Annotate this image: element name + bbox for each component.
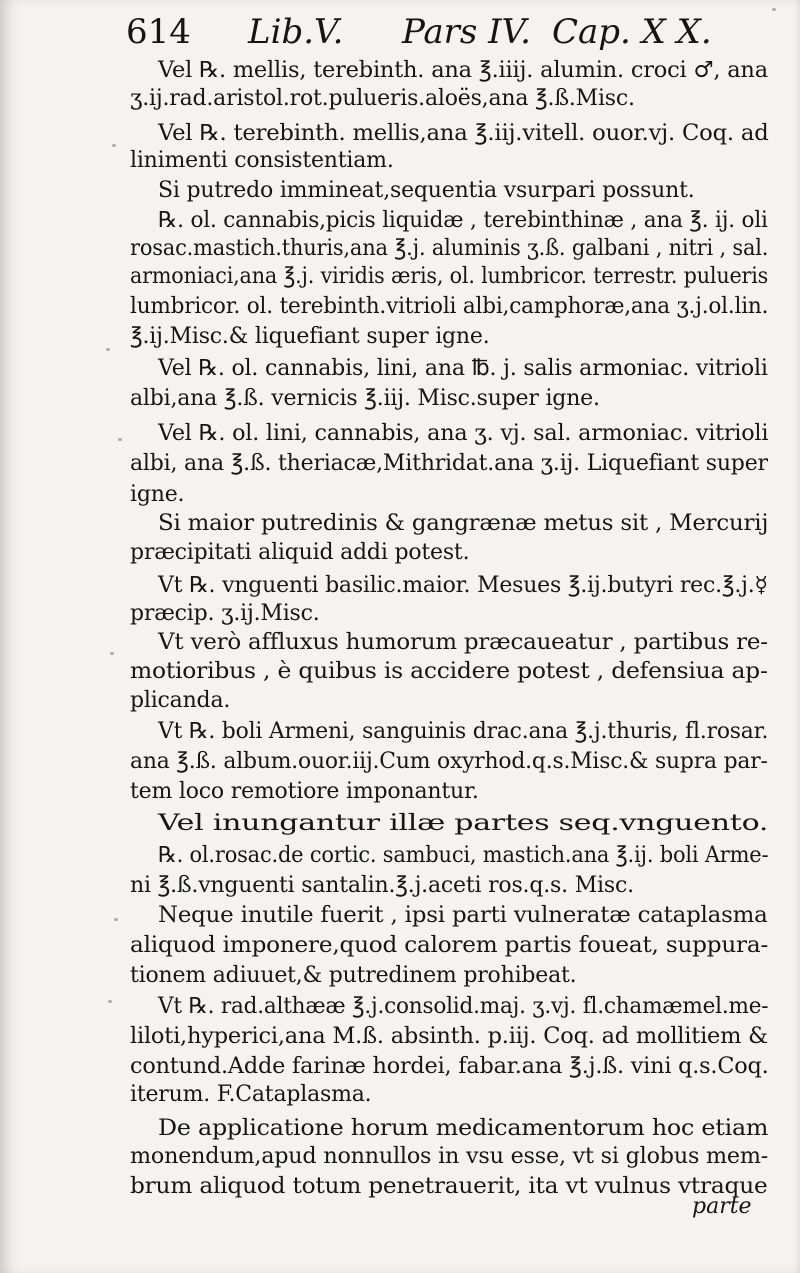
text-line: tem loco remotiore imponantur. — [130, 779, 479, 804]
text-line: plicanda. — [130, 688, 231, 713]
text-line: ʒ.ij.rad.aristol.rot.pulueris.aloës,ana ℥.ß.Misc. — [130, 86, 635, 111]
catchword: parte — [692, 1194, 752, 1219]
text-line: præcipitati aliquid addi potest. — [130, 540, 470, 565]
page-number: 614 — [126, 12, 191, 52]
text-line: præcip. ʒ.ij.Misc. — [130, 601, 320, 626]
text-line: Vel ℞. terebinth. mellis,ana ℥.iij.vitell. ouor.vj. Coq. ad — [158, 121, 769, 146]
text-line: Vt ℞. boli Armeni, sanguinis drac.ana ℥.j.thuris, fl.rosar. — [158, 719, 769, 744]
text-line: liloti,hyperici,ana M.ß. absinth. p.iij. Coq. ad mollitiem & — [130, 1024, 768, 1049]
text-line: Si putredo immineat,sequentia vsurpari possunt. — [158, 178, 695, 203]
text-line: Vel ℞. ol. lini, cannabis, ana ʒ. vj. sal. armoniac. vitrioli — [158, 421, 769, 446]
text-line: aliquod imponere,quod calorem partis foueat, suppura- — [130, 933, 769, 958]
ink-spot — [772, 8, 776, 11]
text-line: Vel ℞. mellis, terebinth. ana ℥.iiij. alumin. croci ♂, ana — [158, 58, 768, 83]
text-line: brum aliquod totum penetrauerit, ita vt vulnus vtraque — [130, 1174, 768, 1199]
ink-spot — [112, 144, 116, 147]
text-line: Vel ℞. ol. cannabis, lini, ana ℔. j. salis armoniac. vitrioli — [158, 356, 768, 381]
text-line: Vel inungantur illæ partes seq.vnguento. — [158, 811, 769, 836]
text-line: ℥.ij.Misc.& liquefiant super igne. — [130, 324, 490, 349]
ink-spot — [114, 918, 118, 921]
text-line: rosac.mastich.thuris,ana ℥.j. aluminis ʒ.ß. galbani , nitri , sal. — [130, 236, 769, 261]
text-line: tionem adiuuet,& putredinem prohibeat. — [130, 963, 577, 988]
text-line: Vt verò affluxus humorum præcaueatur , partibus re- — [158, 630, 768, 655]
text-line: ni ℥.ß.vnguenti santalin.℥.j.aceti ros.q.s. Misc. — [130, 873, 634, 898]
text-line: De applicatione horum medicamentorum hoc etiam — [158, 1116, 769, 1141]
text-line: armoniaci,ana ℥.j. viridis æris, ol. lumbricor. terrestr. pulueris — [130, 264, 769, 289]
part-label: Pars IV. — [402, 12, 531, 52]
text-line: lumbricor. ol. terebinth.vitrioli albi,camphoræ,ana ʒ.j.ol.lin. — [130, 294, 769, 319]
text-line: contund.Adde farinæ hordei, fabar.ana ℥.j.ß. vini q.s.Coq. — [130, 1054, 769, 1079]
ink-spot — [110, 652, 114, 655]
running-head — [126, 12, 766, 52]
ink-spot — [108, 1000, 112, 1003]
book-label: Lib.V. — [248, 12, 344, 52]
text-line: igne. — [130, 482, 185, 507]
ink-spot — [106, 348, 110, 351]
text-line: Neque inutile fuerit , ipsi parti vulneratæ cataplasma — [158, 903, 768, 928]
text-line: motioribus , è quibus is accidere potest , defensiua ap- — [130, 659, 768, 684]
ink-spot — [118, 438, 122, 441]
text-line: monendum,apud nonnullos in vsu esse, vt si globus mem- — [130, 1144, 769, 1169]
text-line: iterum. F.Cataplasma. — [130, 1082, 372, 1107]
text-line: ℞. ol.rosac.de cortic. sambuci, mastich.ana ℥.ij. boli Arme- — [158, 843, 769, 868]
text-line: ana ℥.ß. album.ouor.iij.Cum oxyrhod.q.s.Misc.& supra par- — [130, 749, 768, 774]
text-line: ℞. ol. cannabis,picis liquidæ , terebinthinæ , ana ℥. ij. oli — [158, 208, 768, 233]
text-line: linimenti consistentiam. — [130, 148, 394, 173]
text-line: Si maior putredinis & gangrænæ metus sit , Mercurij — [158, 511, 769, 536]
text-line: albi, ana ℥.ß. theriacæ,Mithridat.ana ʒ.ij. Liquefiant super — [130, 451, 768, 476]
text-line: Vt ℞. rad.althææ ℥.j.consolid.maj. ʒ.vj. fl.chamæmel.me- — [158, 994, 769, 1019]
chapter-label: Cap. X X. — [552, 12, 712, 52]
text-line: albi,ana ℥.ß. vernicis ℥.iij. Misc.super igne. — [130, 386, 600, 411]
text-line: Vt ℞. vnguenti basilic.maior. Mesues ℥.ij.butyri rec.℥.j.☿ — [158, 573, 768, 598]
